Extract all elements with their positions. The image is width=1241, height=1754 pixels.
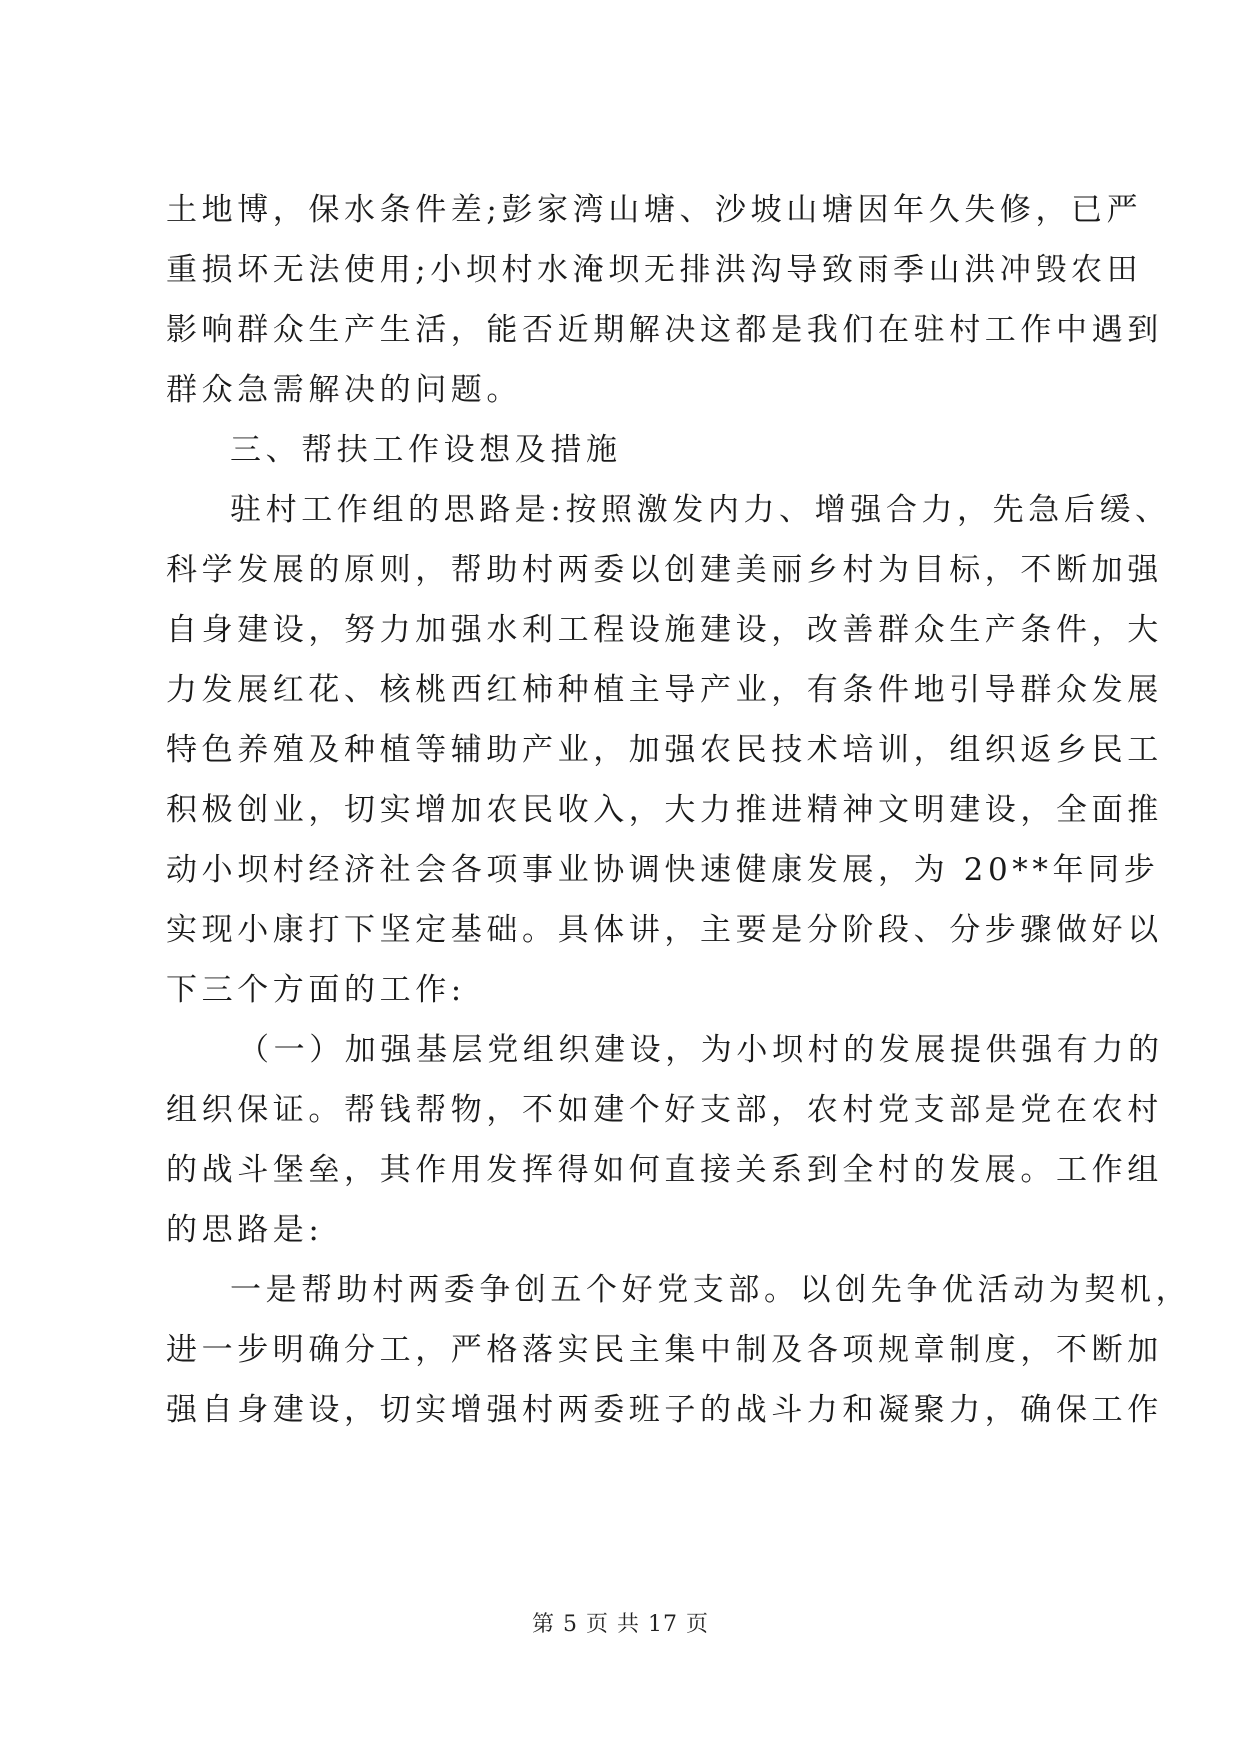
- text-line-2: 重损坏无法使用;小坝村水淹坝无排洪沟导致雨季山洪冲毁农田: [166, 252, 1143, 288]
- text-line-10: 特色养殖及种植等辅助产业，加强农民技术培训，组织返乡民工: [166, 732, 1163, 768]
- text-line-20: 进一步明确分工，严格落实民主集中制及各项规章制度，不断加: [166, 1332, 1163, 1368]
- text-line-21: 强自身建设，切实增强村两委班子的战斗力和凝聚力，确保工作: [166, 1392, 1163, 1428]
- text-line-3: 影响群众生产生活，能否近期解决这都是我们在驻村工作中遇到: [166, 312, 1163, 348]
- text-line-8: 自身建设，努力加强水利工程设施建设，改善群众生产条件，大: [166, 612, 1163, 648]
- page-number-footer: 第 5 页 共 17 页: [532, 1612, 709, 1637]
- text-line-1: 土地博，保水条件差;彭家湾山塘、沙坡山塘因年久失修，已严: [166, 192, 1143, 228]
- text-line-13: 实现小康打下坚定基础。具体讲，主要是分阶段、分步骤做好以: [166, 912, 1163, 948]
- text-line-17: 的战斗堡垒，其作用发挥得如何直接关系到全村的发展。工作组: [166, 1152, 1163, 1188]
- text-line-9: 力发展红花、核桃西红柿种植主导产业，有条件地引导群众发展: [166, 672, 1163, 708]
- text-line-19: 一是帮助村两委争创五个好党支部。以创先争优活动为契机，: [230, 1272, 1192, 1308]
- text-line-18: 的思路是:: [166, 1212, 324, 1248]
- section-heading: 三、帮扶工作设想及措施: [230, 432, 622, 468]
- text-line-7: 科学发展的原则，帮助村两委以创建美丽乡村为目标，不断加强: [166, 552, 1163, 588]
- text-line-14: 下三个方面的工作:: [166, 972, 466, 1008]
- text-line-16: 组织保证。帮钱帮物，不如建个好支部，农村党支部是党在农村: [166, 1092, 1163, 1128]
- text-line-12: 动小坝村经济社会各项事业协调快速健康发展，为 20**年同步: [166, 852, 1160, 888]
- subsection-heading: （一）加强基层党组织建设，为小坝村的发展提供强有力的: [238, 1032, 1164, 1068]
- text-line-6: 驻村工作组的思路是:按照激发内力、增强合力，先急后缓、: [230, 492, 1171, 528]
- text-line-11: 积极创业，切实增加农民收入，大力推进精神文明建设，全面推: [166, 792, 1163, 828]
- text-line-4: 群众急需解决的问题。: [166, 372, 522, 408]
